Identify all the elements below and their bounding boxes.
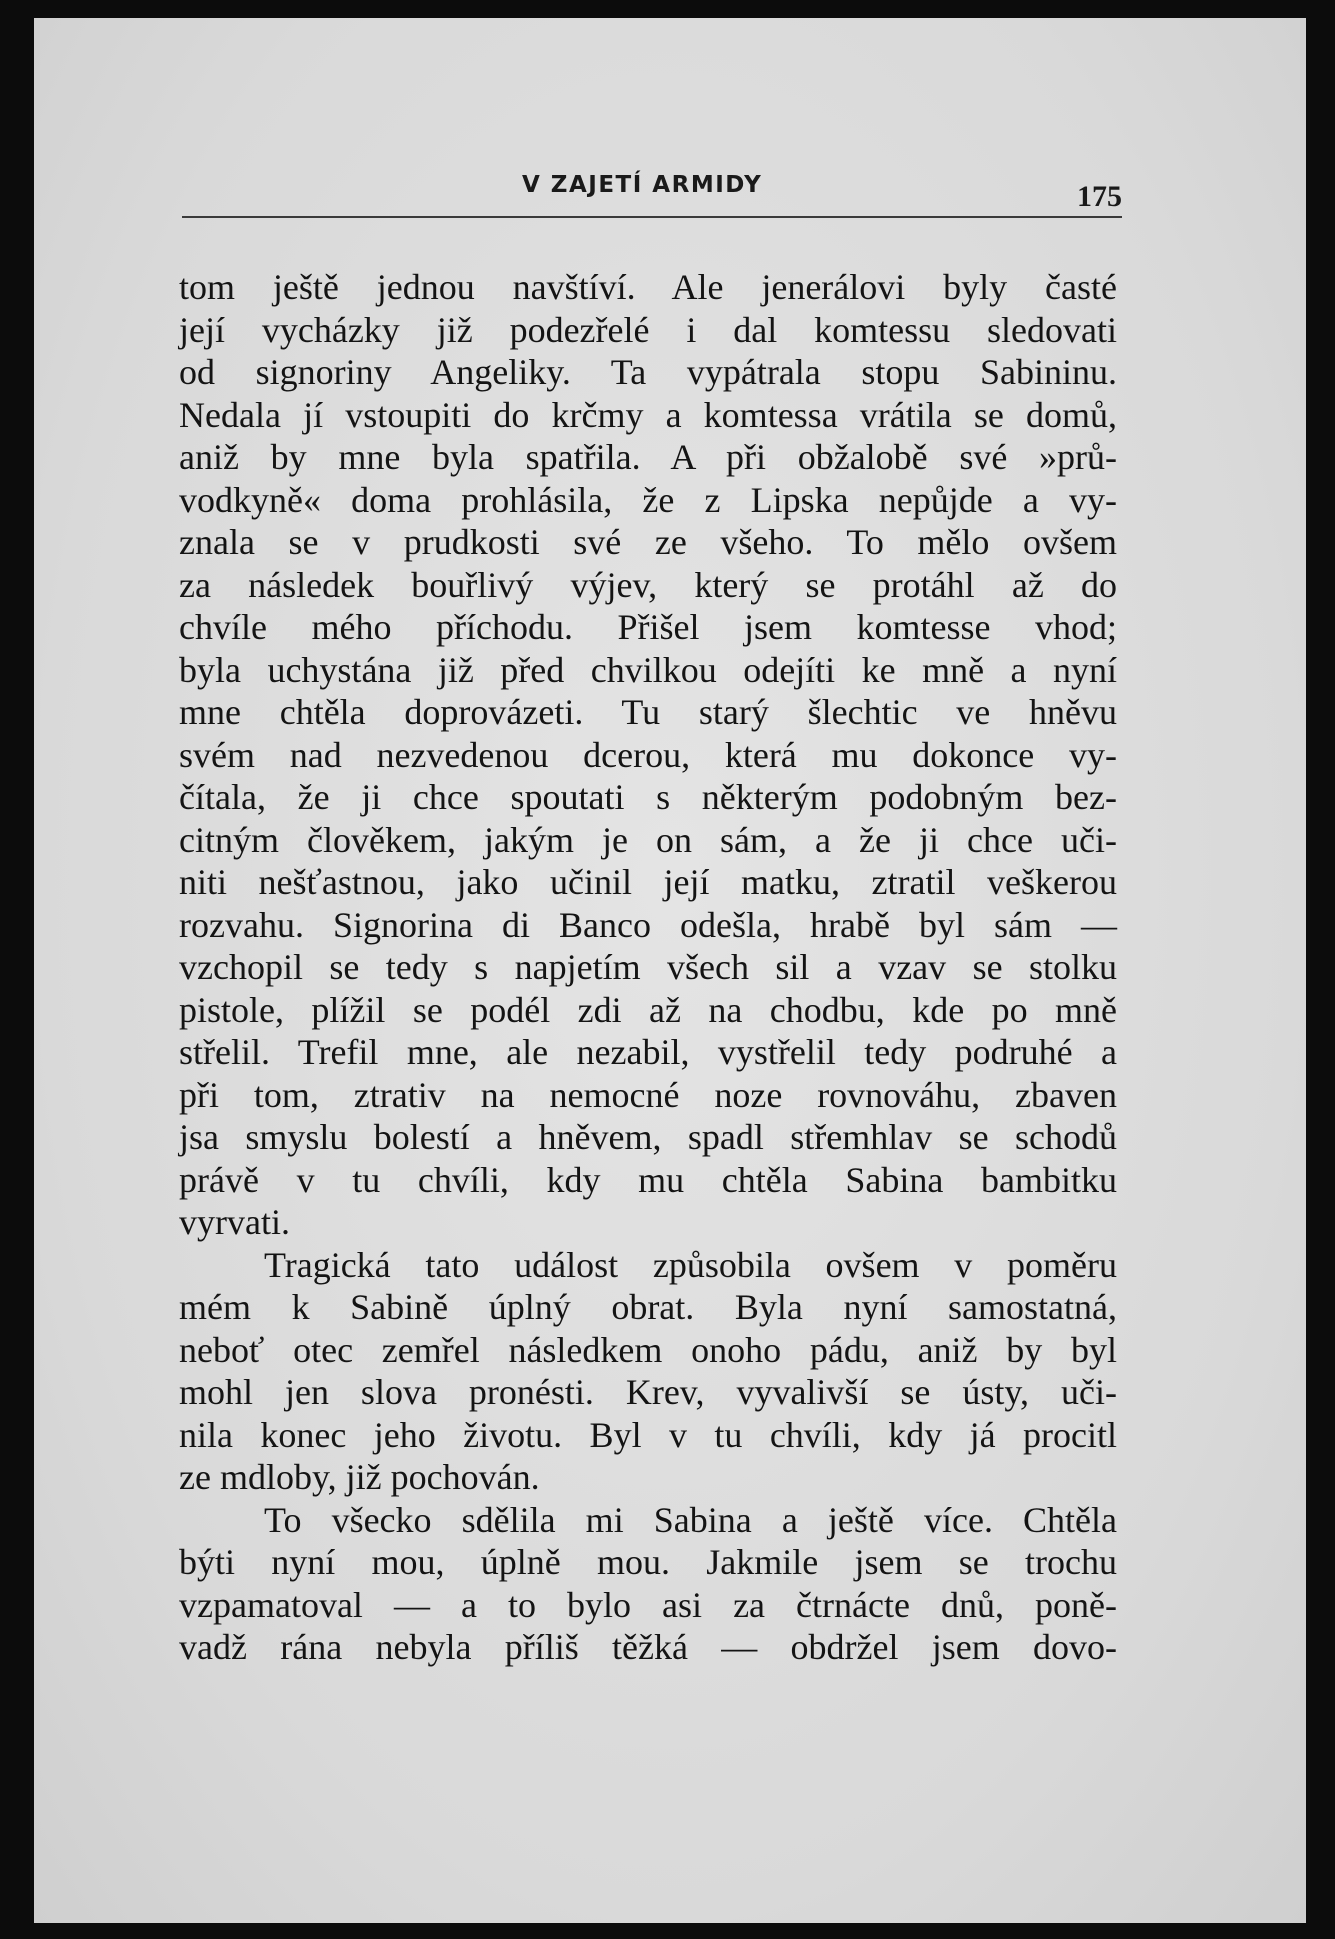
text-line: její vycházky již podezřelé i dal komtessu sledovati [179, 309, 1117, 350]
text-line: Tragická tato událost způsobila ovšem v poměru [264, 1244, 1117, 1285]
body-text [179, 266, 1117, 1669]
text-line: vodkyně« doma prohlásila, že z Lipska nepůjde a vy- [179, 479, 1117, 520]
text-line: vadž rána nebyla příliš těžká — obdržel jsem dovo- [179, 1627, 1117, 1667]
text-line: tom ještě jednou navštíví. Ale jenerálovi byly časté [179, 267, 1117, 307]
paragraph [179, 266, 1117, 1244]
header-rule [182, 216, 1122, 218]
text-line: byla uchystána již před chvilkou odejíti ke mně a nyní [179, 649, 1117, 690]
text-line: střelil. Trefil mne, ale nezabil, vystřelil tedy podruhé a [179, 1032, 1117, 1072]
text-line: znala se v prudkosti své ze všeho. To mělo ovšem [179, 522, 1117, 562]
text-line: od signoriny Angeliky. Ta vypátrala stopu Sabininu. [179, 352, 1117, 392]
book-page [34, 18, 1306, 1923]
text-line: vzchopil se tedy s napjetím všech sil a vzav se stolku [179, 947, 1117, 987]
text-line: za následek bouřlivý výjev, který se protáhl až do [179, 564, 1117, 605]
page-number: 175 [1077, 180, 1122, 213]
paragraph [179, 1499, 1117, 1669]
text-line: svém nad nezvedenou dcerou, která mu dokonce vy- [179, 734, 1117, 775]
text-line: mohl jen slova pronésti. Krev, vyvalivší se ústy, uči- [179, 1372, 1117, 1412]
text-line: ze mdloby, již pochován. [179, 1457, 540, 1497]
paragraph [179, 1244, 1117, 1499]
text-line: chvíle mého příchodu. Přišel jsem komtesse vhod; [179, 607, 1117, 647]
text-line: vzpamatoval — a to bylo asi za čtrnácte dnů, poně- [179, 1584, 1117, 1625]
text-line: vyrvati. [179, 1202, 290, 1242]
text-line: neboť otec zemřel následkem onoho pádu, aniž by byl [179, 1329, 1117, 1370]
text-line: čítala, že ji chce spoutati s některým podobným bez- [179, 777, 1117, 817]
page-header [182, 168, 1122, 224]
text-line: To všecko sdělila mi Sabina a ještě více. Chtěla [264, 1499, 1117, 1540]
text-line: pistole, plížil se podél zdi až na chodbu, kde po mně [179, 989, 1117, 1030]
text-line: Nedala jí vstoupiti do krčmy a komtessa vrátila se domů, [179, 394, 1117, 435]
text-line: nila konec jeho životu. Byl v tu chvíli, kdy já procitl [179, 1414, 1117, 1455]
text-line: niti nešťastnou, jako učinil její matku, ztratil veškerou [179, 862, 1117, 902]
text-line: býti nyní mou, úplně mou. Jakmile jsem se trochu [179, 1542, 1117, 1582]
text-line: právě v tu chvíli, kdy mu chtěla Sabina bambitku [179, 1159, 1117, 1200]
text-line: aniž by mne byla spatřila. A při obžalobě své »prů- [179, 437, 1117, 477]
text-line: citným člověkem, jakým je on sám, a že ji chce uči- [179, 819, 1117, 860]
text-line: rozvahu. Signorina di Banco odešla, hrabě byl sám — [179, 904, 1117, 945]
text-line: při tom, ztrativ na nemocné noze rovnováhu, zbaven [179, 1074, 1117, 1115]
text-line: mne chtěla doprovázeti. Tu starý šlechtic ve hněvu [179, 692, 1117, 732]
text-line: jsa smyslu bolestí a hněvem, spadl střemhlav se schodů [179, 1117, 1117, 1157]
text-line: mém k Sabině úplný obrat. Byla nyní samostatná, [179, 1287, 1117, 1327]
running-title: V ZAJETÍ ARMIDY [522, 172, 763, 198]
